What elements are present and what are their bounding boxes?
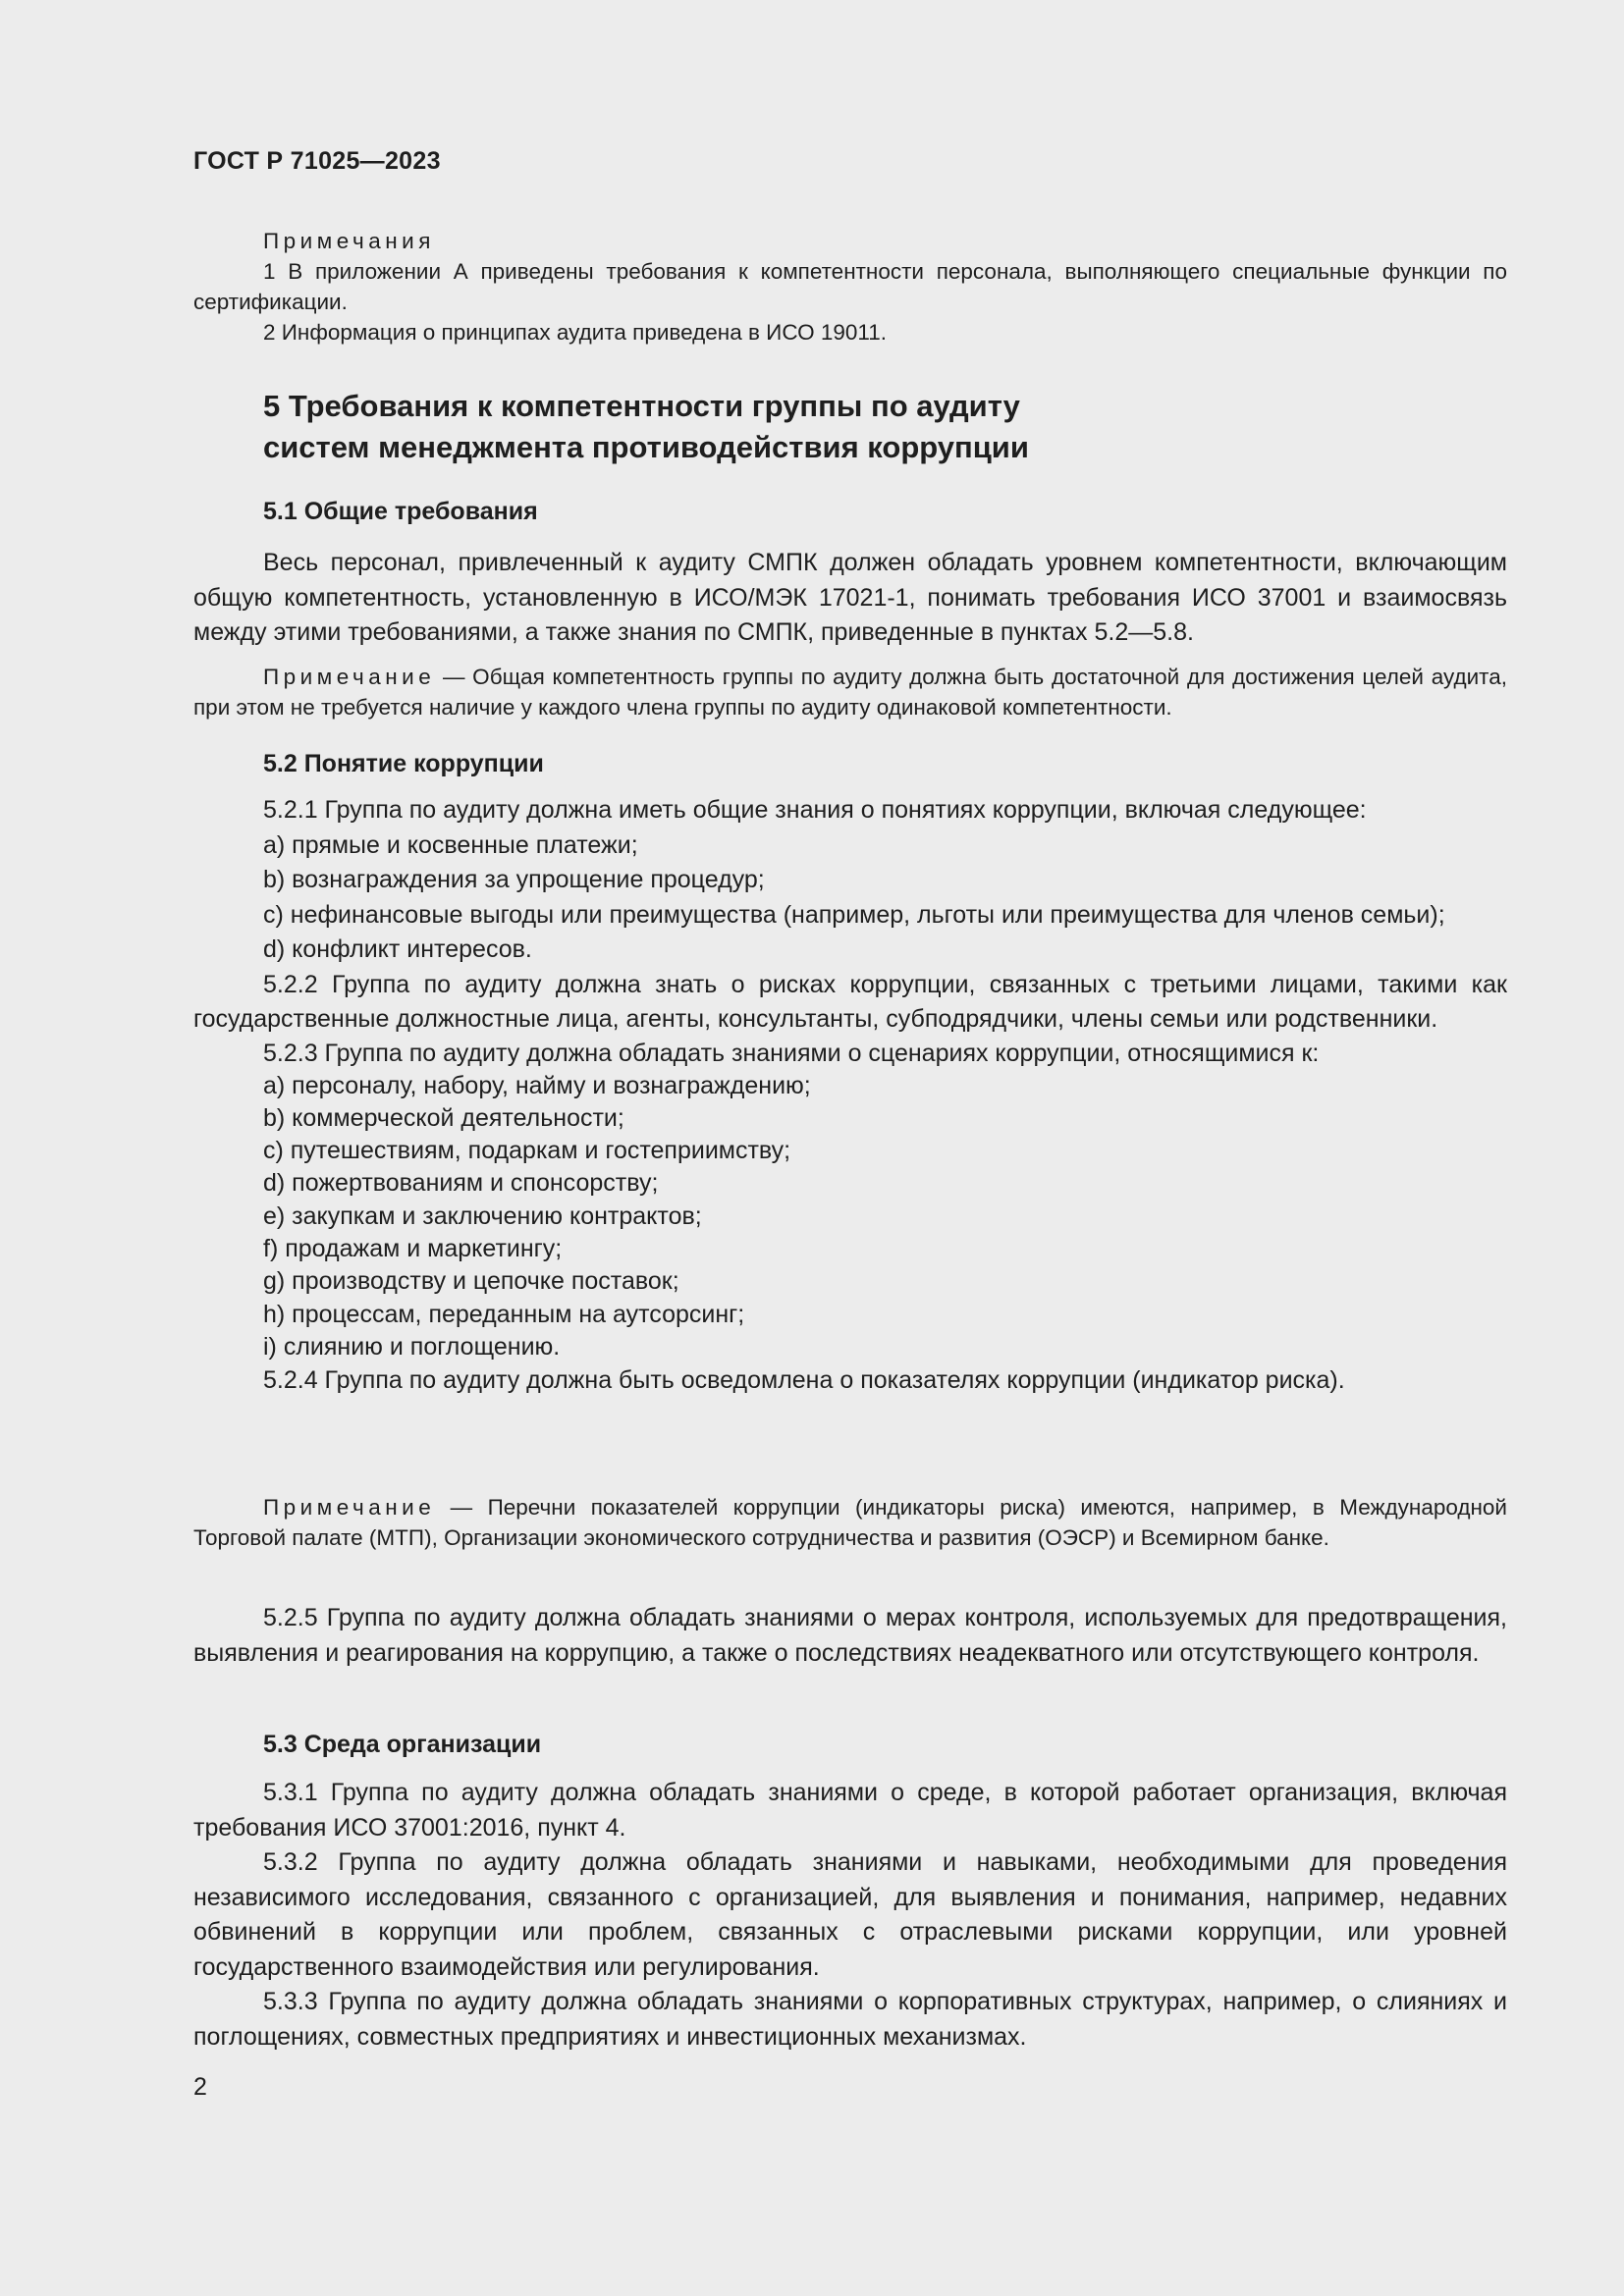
section-title-line-1: 5 Требования к компетентности группы по аудиту <box>263 389 1020 423</box>
subsection-5-3 <box>193 1728 1507 2055</box>
list-item-b: b) коммерческой деятельности; <box>263 1103 624 1132</box>
paragraph-5-2-3: 5.2.3 Группа по аудиту должна обладать знаниями о сценариях коррупции, относящимися к: <box>263 1039 1320 1067</box>
paragraph-5-3-3: 5.3.3 Группа по аудиту должна обладать знаниями о корпоративных структурах, например, о слияниях и поглощениях, совместных предприятиях и инвестиционных механизмах. <box>193 1988 1507 2051</box>
note-5-2-4-text <box>193 1492 1507 1553</box>
list-item-b: b) вознаграждения за упрощение процедур; <box>263 866 765 893</box>
note-text: — Общая компетентность группы по аудиту должна быть достаточной для достижения целей аудита, при этом не требуется наличие у каждого члена группы по аудиту одинаковой компетентности. <box>193 664 1507 720</box>
section-5-title <box>193 386 1507 468</box>
list-item-i: i) слиянию и поглощению. <box>263 1332 561 1361</box>
paragraph-5-3-2: 5.3.2 Группа по аудиту должна обладать знаниями и навыками, необходимыми для проведения независимого исследования, связанного с организацией, для выявления и понимания, например, недавних обвинений в коррупции или проблем, связанных с отраслевыми рисками коррупции, или уровней государственного взаимодействия или регулирования. <box>193 1848 1507 1981</box>
paragraph-5-2-2: 5.2.2 Группа по аудиту должна знать о рисках коррупции, связанных с третьими лицами, такими как государственные должностные лица, агенты, консультанты, субподрядчики, члены семьи или родственники. <box>193 970 1507 1033</box>
list-item-d: d) конфликт интересов. <box>263 935 532 963</box>
list-item-c: c) путешествиям, подаркам и гостеприимству; <box>263 1137 791 1165</box>
list-item-a: a) персоналу, набору, найму и вознаграждению; <box>263 1071 811 1099</box>
paragraph-5-2-4: 5.2.4 Группа по аудиту должна быть осведомлена о показателях коррупции (индикатор риска). <box>263 1366 1345 1395</box>
subsection-5-2 <box>193 747 1507 1397</box>
list-item-e: e) закупкам и заключению контрактов; <box>263 1201 702 1230</box>
note-5-1 <box>193 662 1507 722</box>
page-number: 2 <box>193 2073 207 2101</box>
paragraph-5-2-5-block <box>193 1601 1507 1671</box>
document-code: ГОСТ Р 71025—2023 <box>193 147 441 175</box>
note-2: 2 Информация о принципах аудита приведена в ИСО 19011. <box>263 320 888 345</box>
section-title-line-2: систем менеджмента противодействия коррупции <box>263 430 1029 464</box>
paragraph-5-2-1: 5.2.1 Группа по аудиту должна иметь общие знания о понятиях коррупции, включая следующее: <box>263 796 1367 824</box>
note-label: Примечание <box>263 1495 436 1520</box>
list-item-c: c) нефинансовые выгоды или преимущества (например, льготы или преимущества для членов семьи); <box>263 900 1445 929</box>
subsection-title: 5.1 Общие требования <box>263 498 538 525</box>
paragraph-5-1: Весь персонал, привлеченный к аудиту СМПК должен обладать уровнем компетентности, включающим общую компетентность, установленную в ИСО/МЭК 17021-1, понимать требования ИСО 37001 и взаимосвязь между этими требованиями, а также знания по СМПК, приведенные в пунктах 5.2—5.8. <box>193 549 1507 646</box>
subsection-title: 5.2 Понятие коррупции <box>263 750 544 777</box>
note-text: — Перечни показателей коррупции (индикаторы риска) имеются, например, в Международной Торговой палате (МТП), Организации экономического сотрудничества и развития (ОЭСР) и Всемирном банке. <box>193 1495 1507 1550</box>
list-item-g: g) производству и цепочке поставок; <box>263 1267 679 1296</box>
list-item-f: f) продажам и маркетингу; <box>263 1234 563 1262</box>
note-label: Примечание <box>263 664 436 689</box>
note-1: 1 В приложении А приведены требования к компетентности персонала, выполняющего специальные функции по сертификации. <box>193 259 1507 314</box>
notes-block <box>193 226 1507 347</box>
note-5-2-4 <box>193 1492 1507 1553</box>
subsection-5-1 <box>193 495 1507 722</box>
list-item-h: h) процессам, переданным на аутсорсинг; <box>263 1300 745 1328</box>
list-item-d: d) пожертвованиям и спонсорству; <box>263 1169 659 1198</box>
list-item-a: a) прямые и косвенные платежи; <box>263 830 638 859</box>
paragraph-5-2-5: 5.2.5 Группа по аудиту должна обладать знаниями о мерах контроля, используемых для предотвращения, выявления и реагирования на коррупцию, а также о последствиях неадекватного или отсутствующего контроля. <box>193 1604 1507 1667</box>
subsection-title: 5.3 Среда организации <box>263 1731 542 1758</box>
paragraph-5-3-1: 5.3.1 Группа по аудиту должна обладать знаниями о среде, в которой работает организация, включая требования ИСО 37001:2016, пункт 4. <box>193 1779 1507 1842</box>
notes-heading: Примечания <box>263 229 435 253</box>
